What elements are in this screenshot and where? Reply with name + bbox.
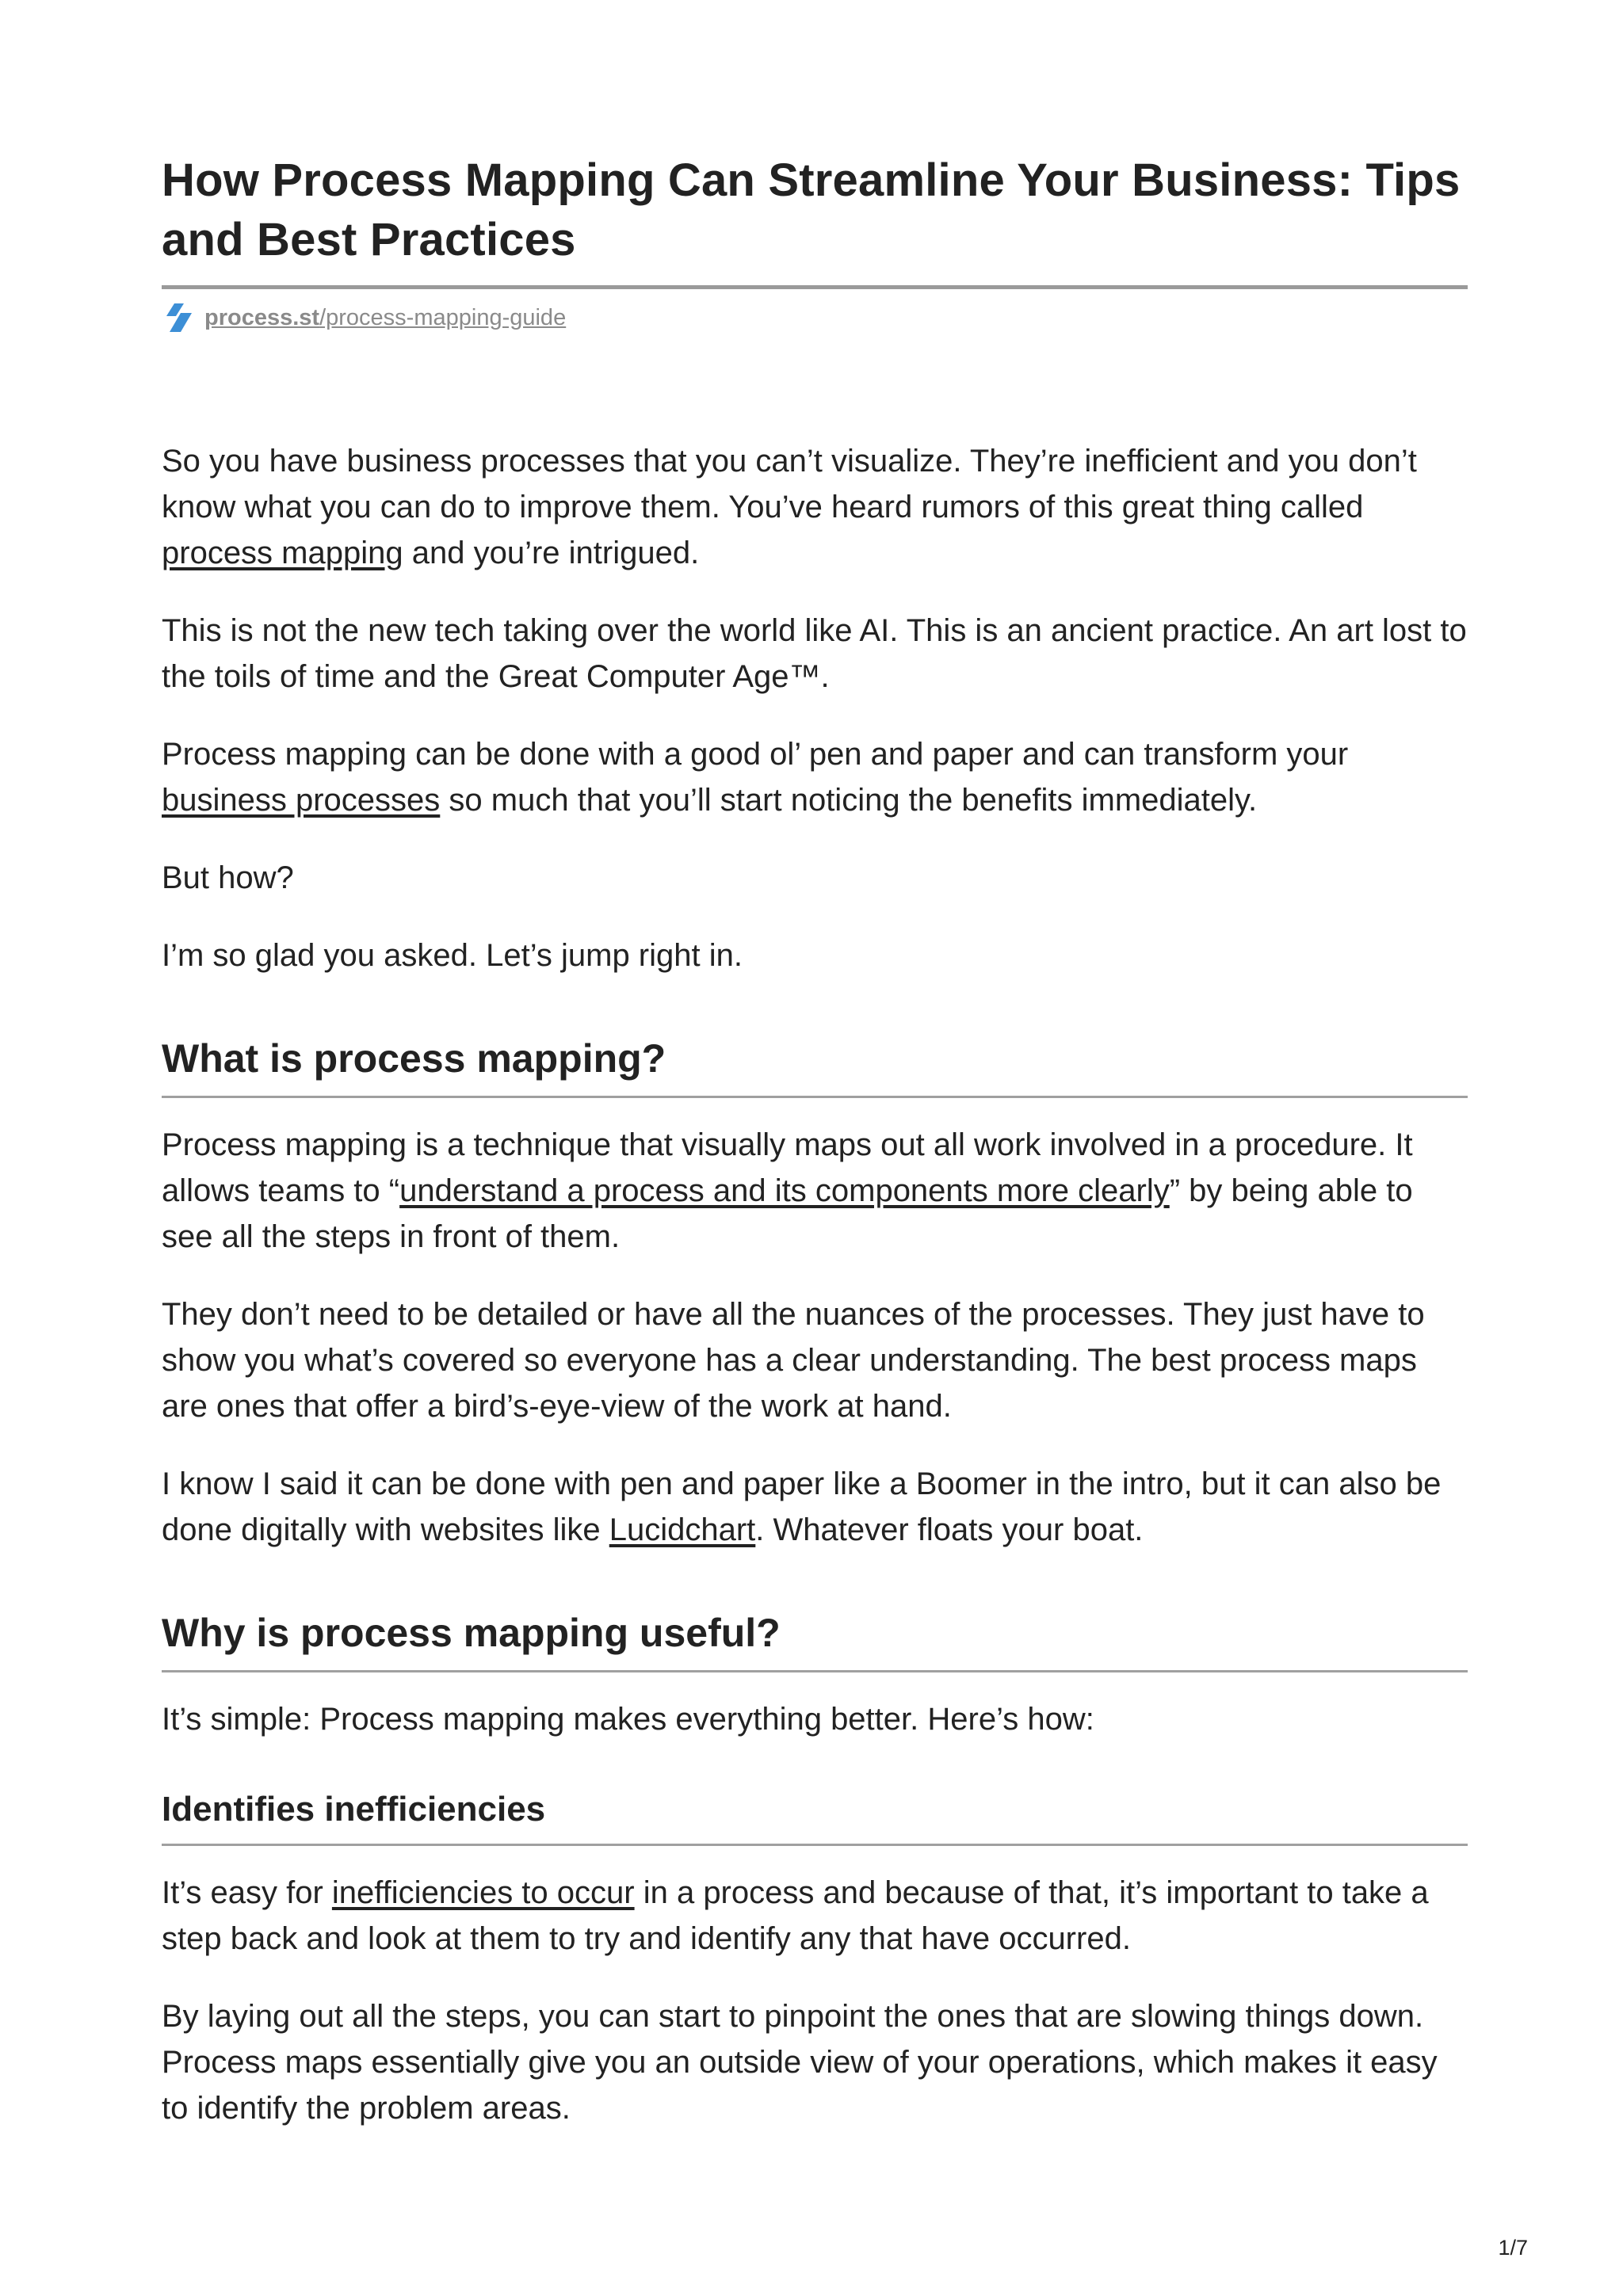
- intro-p3-text-before: Process mapping can be done with a good ol’ pen and paper and can transform your: [162, 737, 1349, 772]
- source-link-row: [162, 302, 1468, 334]
- subsection1-p1-text-after: in a process and because of that, it’s important to take a step back and look at them to try and identify any that have occurred.: [162, 1875, 1429, 1956]
- subsection1-paragraph-1: [162, 1870, 1468, 1962]
- section1-paragraph-1: [162, 1122, 1468, 1260]
- section1-p3-text-after: . Whatever floats your boat.: [755, 1512, 1144, 1547]
- subsection-heading-identifies-inefficiencies: Identifies inefficiencies: [162, 1790, 546, 1829]
- section-heading-what-is: What is process mapping?: [162, 1036, 666, 1081]
- intro-p1-text-after: and you’re intrigued.: [403, 536, 700, 570]
- inefficiencies-link[interactable]: inefficiencies to occur: [331, 1875, 635, 1910]
- section1-p1-text-after: ” by being able to see all the steps in front of them.: [162, 1173, 1413, 1254]
- intro-p1-text-before: So you have business processes that you can’t visualize. They’re inefficient and you don’t know what you can do to improve them. You’ve heard rumors of this great thing called: [162, 444, 1417, 524]
- business-processes-link[interactable]: business processes: [162, 783, 441, 818]
- page-number: 1/7: [1498, 2236, 1528, 2260]
- article: [162, 151, 1468, 2163]
- source-path: /process-mapping-guide: [319, 304, 567, 330]
- intro-paragraph-5: I’m so glad you asked. Let’s jump right in.: [162, 938, 743, 973]
- source-url-link[interactable]: [204, 305, 566, 331]
- section1-paragraph-3: [162, 1461, 1468, 1553]
- section1-paragraph-2: They don’t need to be detailed or have all the nuances of the processes. They just have to show you what’s covered so everyone has a clear understanding. The best process maps are ones that offer a bird’s-eye-view of the work at hand.: [162, 1297, 1425, 1424]
- section1-p3-text-before: I know I said it can be done with pen and paper like a Boomer in the intro, but it can also be done digitally with websites like: [162, 1466, 1442, 1547]
- intro-p3-text-after: so much that you’ll start noticing the benefits immediately.: [440, 783, 1258, 818]
- intro-paragraph-3: [162, 731, 1468, 823]
- lucidchart-link[interactable]: Lucidchart: [609, 1512, 756, 1547]
- section1-p1-text-before: Process mapping is a technique that visually maps out all work involved in a procedure. It allows teams to “: [162, 1127, 1413, 1208]
- article-title: How Process Mapping Can Streamline Your Business: Tips and Best Practices: [162, 154, 1461, 265]
- title-divider: [162, 285, 1468, 289]
- intro-paragraph-2: This is not the new tech taking over the world like AI. This is an ancient practice. An art lost to the toils of time and the Great Computer Age™.: [162, 613, 1467, 694]
- intro-paragraph-4: But how?: [162, 860, 294, 895]
- section-heading-why-useful: Why is process mapping useful?: [162, 1611, 781, 1655]
- section-divider: [162, 1670, 1468, 1672]
- understand-process-link[interactable]: understand a process and its components more clearly: [399, 1173, 1170, 1208]
- process-mapping-link[interactable]: process mapping: [162, 536, 403, 570]
- intro-paragraph-1: [162, 438, 1468, 576]
- article-body: [162, 438, 1468, 2131]
- subsection1-paragraph-2: By laying out all the steps, you can start to pinpoint the ones that are slowing things down. Process maps essentially give you an outside view of your operations, which makes it easy to identify the problem areas.: [162, 1999, 1438, 2126]
- section2-paragraph-1: It’s simple: Process mapping makes everything better. Here’s how:: [162, 1702, 1094, 1737]
- subsection-divider: [162, 1844, 1468, 1846]
- section-divider: [162, 1096, 1468, 1098]
- subsection1-p1-text-before: It’s easy for: [162, 1875, 332, 1910]
- source-domain: process.st: [204, 304, 320, 330]
- process-street-logo-icon: [162, 300, 197, 335]
